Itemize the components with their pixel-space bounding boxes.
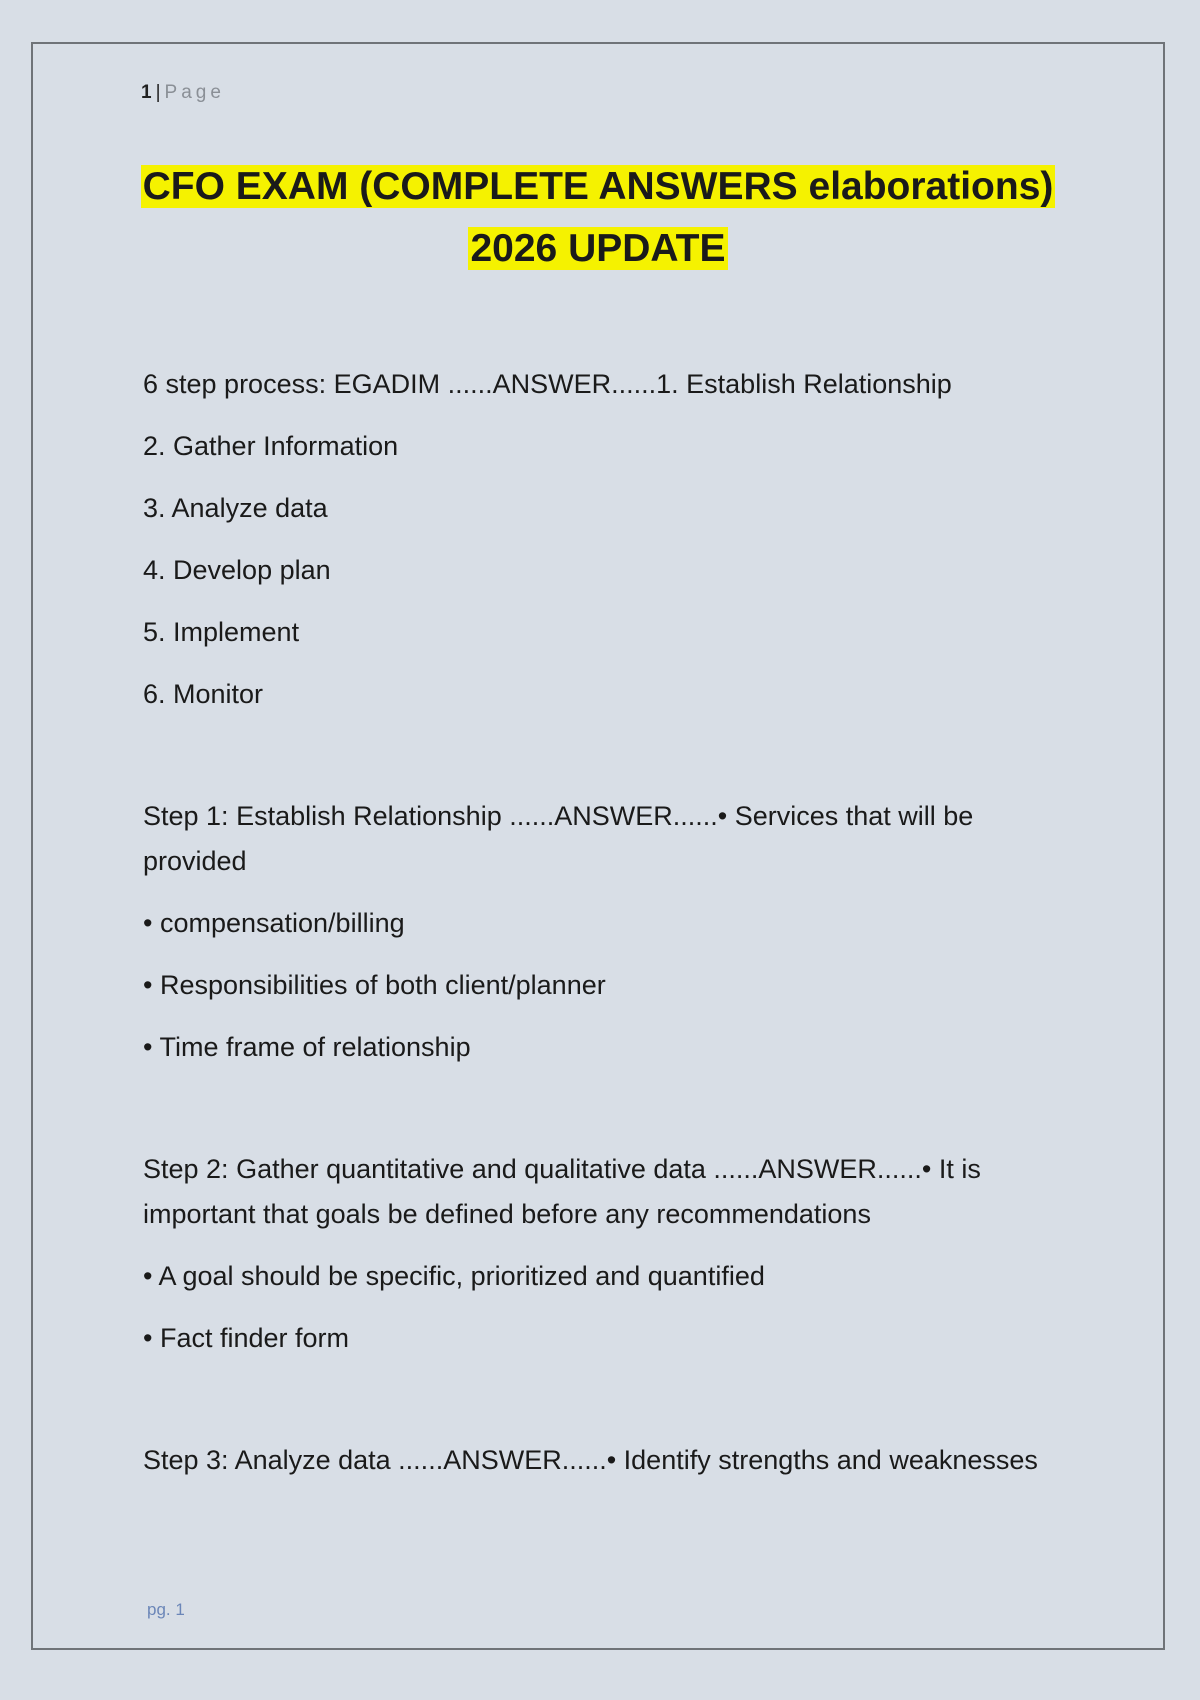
section-gap	[143, 1378, 1073, 1438]
title-line-1: CFO EXAM (COMPLETE ANSWERS elaborations)	[142, 165, 1054, 208]
section-step-1	[143, 794, 1073, 1070]
text-line: 6 step process: EGADIM ......ANSWER......1. Establish Relationship	[143, 369, 952, 399]
document-body	[143, 362, 1073, 1500]
text-line: 3. Analyze data	[143, 493, 328, 523]
text-line: 2. Gather Information	[143, 431, 399, 461]
text-line: Step 2: Gather quantitative and qualitative data ......ANSWER......• It is important that goals be defined before any recommendations	[143, 1154, 981, 1229]
section-step-3	[143, 1438, 1073, 1483]
page-header	[141, 82, 225, 104]
section-gap	[143, 734, 1073, 794]
title-line-2: 2026 UPDATE	[470, 227, 726, 270]
header-page-word: Page	[164, 82, 225, 103]
header-page-number: 1	[141, 82, 152, 103]
text-line: Step 3: Analyze data ......ANSWER......• Identify strengths and weaknesses	[143, 1445, 1038, 1475]
bullet-item: • Fact finder form	[143, 1323, 350, 1353]
section-step-2	[143, 1147, 1073, 1361]
text-line: 4. Develop plan	[143, 555, 331, 585]
text-line: 5. Implement	[143, 617, 300, 647]
section-six-step-process	[143, 362, 1073, 717]
page-footer: pg. 1	[147, 1600, 185, 1619]
bullet-item: • compensation/billing	[143, 908, 405, 938]
section-gap	[143, 1087, 1073, 1147]
document-title	[33, 156, 1163, 280]
text-line: Step 1: Establish Relationship ......ANSWER......• Services that will be provided	[143, 801, 974, 876]
bullet-item: • A goal should be specific, prioritized and quantified	[143, 1261, 765, 1291]
bullet-item: • Time frame of relationship	[143, 1032, 471, 1062]
bullet-item: • Responsibilities of both client/planner	[143, 970, 606, 1000]
text-line: 6. Monitor	[143, 679, 264, 709]
header-separator: |	[155, 82, 161, 103]
document-page	[31, 42, 1165, 1650]
